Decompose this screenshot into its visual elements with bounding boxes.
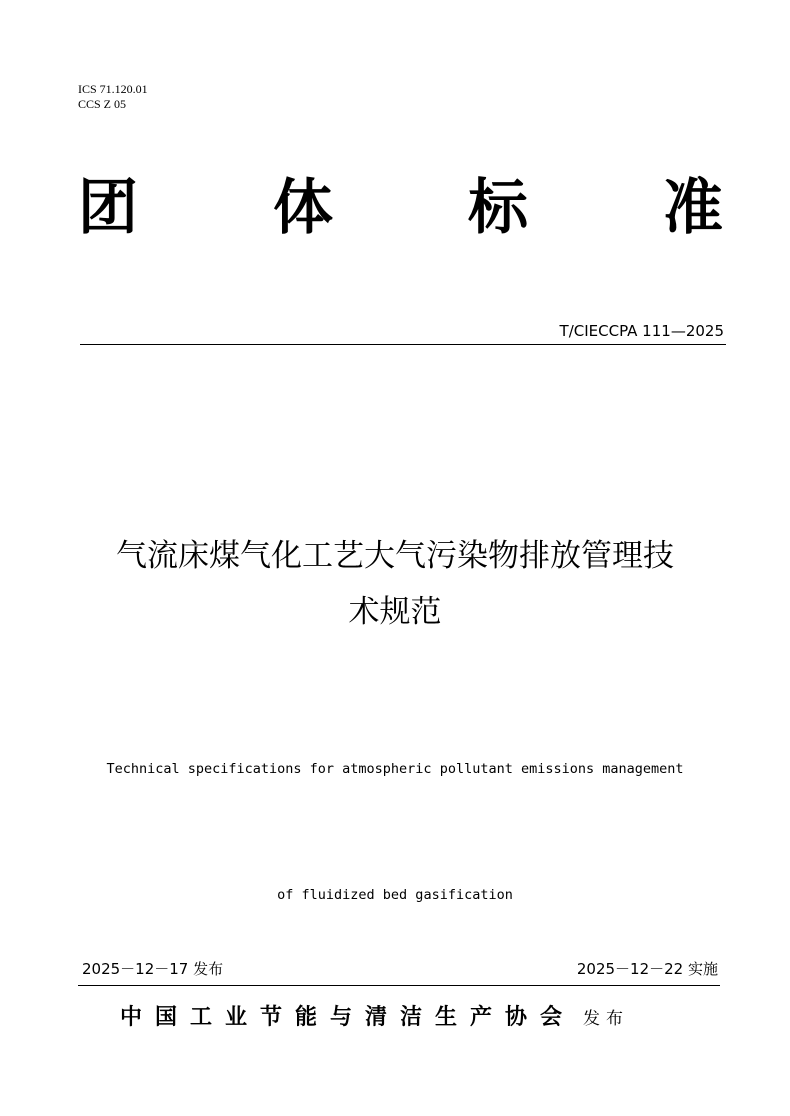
document-type-title	[78, 168, 723, 248]
issuer-line	[120, 1000, 680, 1031]
issuer-name: 中国工业节能与清洁生产协会	[120, 1005, 576, 1030]
chinese-title	[60, 528, 730, 640]
chinese-title-line-2: 术规范	[348, 594, 442, 630]
ics-code: ICS 71.120.01	[78, 82, 148, 96]
title-char-1: 团	[78, 173, 138, 243]
bottom-divider	[78, 985, 720, 986]
english-title-line-1: Technical specifications for atmospheric pollutant emissions management	[106, 761, 684, 777]
ccs-code: CCS Z 05	[78, 97, 127, 111]
title-char-2: 体	[273, 173, 333, 243]
publish-date: 2025－12－17 发布	[82, 960, 224, 978]
implement-date: 2025－12－22 实施	[576, 960, 718, 978]
issuer-suffix: 发布	[583, 1009, 630, 1029]
english-title	[40, 664, 750, 958]
chinese-title-line-1: 气流床煤气化工艺大气污染物排放管理技	[116, 538, 674, 574]
classification-codes	[78, 82, 148, 112]
title-char-4: 准	[663, 173, 723, 243]
standard-number: T/CIECCPA 111—2025	[559, 322, 724, 340]
top-divider	[80, 344, 726, 345]
english-title-line-2: of fluidized bed gasification	[277, 887, 513, 903]
title-char-3: 标	[468, 173, 528, 243]
